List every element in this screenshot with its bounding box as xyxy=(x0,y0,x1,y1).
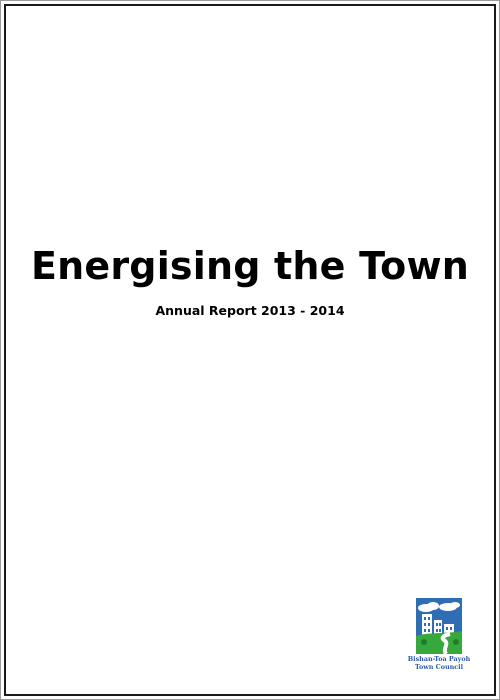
report-cover xyxy=(4,4,496,696)
cover-title: Energising the Town xyxy=(30,244,470,288)
logo-name-line1: Bishan-Toa Payoh xyxy=(407,655,471,663)
emblem-tree xyxy=(453,639,459,645)
logo-caption xyxy=(397,655,481,671)
logo-name-line2: Town Council xyxy=(414,663,464,671)
emblem-cloud xyxy=(450,602,460,608)
town-council-logo xyxy=(409,598,469,688)
emblem-tree xyxy=(421,639,427,645)
town-council-emblem-icon xyxy=(416,598,462,654)
cover-subtitle: Annual Report 2013 - 2014 xyxy=(155,303,345,318)
emblem-cloud xyxy=(427,602,439,610)
